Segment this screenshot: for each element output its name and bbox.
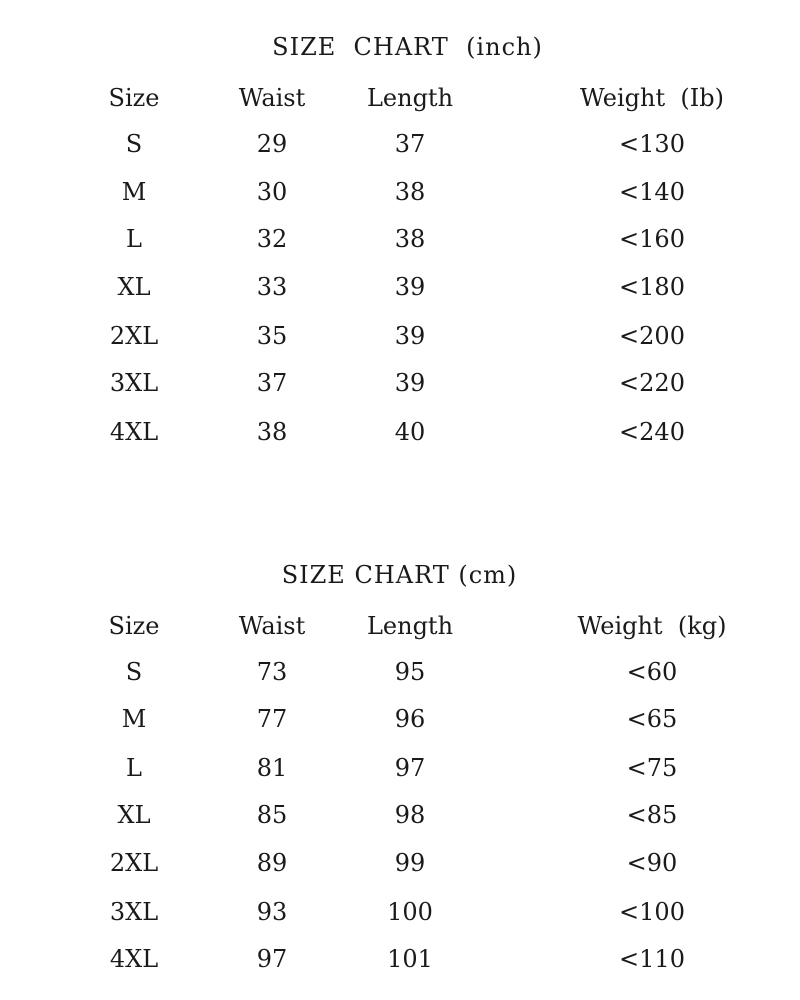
cell-weight: <60 bbox=[626, 658, 678, 686]
cell-waist: 37 bbox=[256, 369, 288, 397]
header-waist: Waist bbox=[238, 84, 306, 112]
cell-weight: <85 bbox=[626, 801, 678, 829]
cell-weight: <180 bbox=[619, 273, 685, 301]
chart-title: SIZE CHART (inch) bbox=[272, 33, 543, 61]
cell-size: 2XL bbox=[109, 322, 159, 350]
cell-size: 3XL bbox=[109, 898, 159, 926]
chart-title: SIZE CHART (cm) bbox=[281, 561, 518, 589]
cell-waist: 29 bbox=[256, 130, 288, 158]
cell-size: 3XL bbox=[109, 369, 159, 397]
cell-waist: 97 bbox=[256, 945, 288, 973]
cell-waist: 33 bbox=[256, 273, 288, 301]
cell-waist: 85 bbox=[256, 801, 288, 829]
cell-waist: 35 bbox=[256, 322, 288, 350]
cell-length: 39 bbox=[394, 322, 426, 350]
cell-weight: <65 bbox=[626, 705, 678, 733]
cell-size: S bbox=[125, 658, 143, 686]
cell-length: 95 bbox=[394, 658, 426, 686]
cell-weight: <75 bbox=[626, 754, 678, 782]
cell-size: XL bbox=[117, 273, 151, 301]
cell-size: 4XL bbox=[109, 945, 159, 973]
cell-length: 40 bbox=[394, 418, 426, 446]
cell-length: 96 bbox=[394, 705, 426, 733]
cell-size: XL bbox=[117, 801, 151, 829]
header-waist: Waist bbox=[238, 612, 306, 640]
header-size: Size bbox=[108, 612, 160, 640]
cell-size: 2XL bbox=[109, 849, 159, 877]
cell-length: 39 bbox=[394, 273, 426, 301]
cell-size: M bbox=[121, 178, 147, 206]
cell-weight: <140 bbox=[619, 178, 685, 206]
cell-size: M bbox=[121, 705, 147, 733]
cell-waist: 30 bbox=[256, 178, 288, 206]
cell-weight: <200 bbox=[619, 322, 685, 350]
cell-waist: 89 bbox=[256, 849, 288, 877]
cell-length: 38 bbox=[394, 178, 426, 206]
cell-size: L bbox=[126, 754, 142, 782]
header-weight: Weight (kg) bbox=[577, 612, 727, 640]
cell-waist: 93 bbox=[256, 898, 288, 926]
cell-waist: 38 bbox=[256, 418, 288, 446]
header-length: Length bbox=[366, 612, 454, 640]
header-size: Size bbox=[108, 84, 160, 112]
cell-length: 97 bbox=[394, 754, 426, 782]
cell-length: 98 bbox=[394, 801, 426, 829]
cell-length: 38 bbox=[394, 225, 426, 253]
cell-size: L bbox=[126, 225, 142, 253]
cell-waist: 73 bbox=[256, 658, 288, 686]
header-length: Length bbox=[366, 84, 454, 112]
cell-size: 4XL bbox=[109, 418, 159, 446]
cell-weight: <110 bbox=[619, 945, 685, 973]
cell-weight: <220 bbox=[619, 369, 685, 397]
cell-weight: <130 bbox=[619, 130, 685, 158]
cell-waist: 32 bbox=[256, 225, 288, 253]
cell-weight: <240 bbox=[619, 418, 685, 446]
cell-weight: <100 bbox=[619, 898, 685, 926]
cell-length: 39 bbox=[394, 369, 426, 397]
cell-length: 37 bbox=[394, 130, 426, 158]
cell-length: 99 bbox=[394, 849, 426, 877]
cell-length: 101 bbox=[387, 945, 433, 973]
cell-size: S bbox=[125, 130, 143, 158]
header-weight: Weight (Ib) bbox=[580, 84, 724, 112]
cell-waist: 81 bbox=[256, 754, 288, 782]
cell-waist: 77 bbox=[256, 705, 288, 733]
cell-weight: <90 bbox=[626, 849, 678, 877]
cell-length: 100 bbox=[387, 898, 433, 926]
cell-weight: <160 bbox=[619, 225, 685, 253]
